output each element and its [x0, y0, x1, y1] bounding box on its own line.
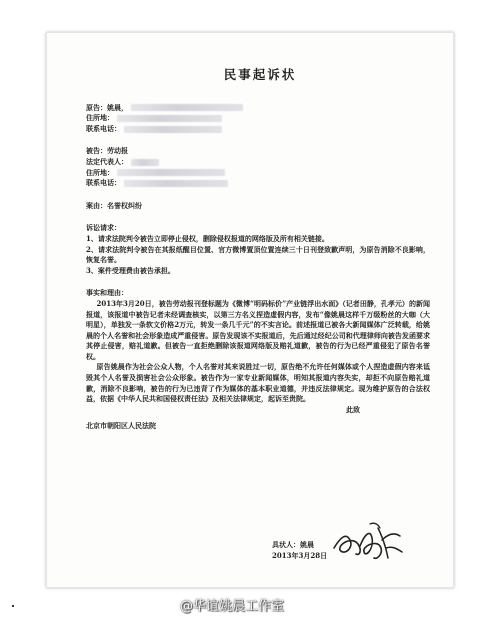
stray-dot: [12, 605, 14, 607]
defendant-rep-row: [86, 157, 430, 168]
redacted-plaintiff-phone: [124, 126, 222, 133]
redacted-defendant-address: [117, 169, 225, 176]
signature-date: 2013年3月28日: [272, 550, 328, 560]
redacted-defendant-phone: [124, 180, 228, 187]
facts-heading: 事实和理由：: [86, 288, 128, 298]
plaintiff-phone-row: [86, 124, 430, 135]
defendant-address-row: [86, 168, 430, 179]
signatory: 具状人：姚晨: [272, 540, 314, 549]
court-name: 北京市朝阳区人民法院: [86, 421, 156, 431]
claim-item: 1、请求法院判令被告立即停止侵权，删除侵权报道的网络版及所有相关链接。: [86, 233, 329, 243]
defendant-name-label: 被告：劳动报: [86, 146, 128, 156]
facts-section: [86, 288, 430, 415]
source-watermark: @华谊姚晨工作室: [180, 599, 285, 614]
claim-item: 3、案件受理费由被告承担。: [86, 265, 175, 275]
defendant-phone-row: [86, 178, 430, 189]
claims-heading: 诉讼请求：: [86, 223, 121, 233]
handwritten-signature: [330, 518, 405, 568]
claims-section: [86, 223, 430, 276]
redacted-plaintiff-id: [131, 104, 243, 111]
facts-paragraph: 2013年3月20日，被告劳动报刊登标题为《微博“明码标价”产业链浮出水面》（记者田静，孔孝元）的新闻报道，该报道中被告记者未经调查核实，以第三方名义捏造虚假内容，发布“像姚晨这样千万级粉丝的大咖（大明星），单独发一条软文价格2万元，转发一条几千元”的不实言论。前述报道已被各大新闻媒体广泛转载，给姚晨的个人名誉和社会形象造成严重侵害。原告发现该不实报道后，先后通过经纪公司和代理律师向被告发函要求其停止侵害，赔礼道歉。但被告一直拒绝删除该报道网络版及赔礼道歉，被告的行为已经严重侵犯了原告名誉权。: [86, 298, 430, 361]
document-title: 民事起诉状: [223, 67, 297, 82]
defendant-name-row: [86, 146, 430, 157]
plaintiff-name-row: [86, 103, 430, 114]
facts-paragraph: 原告姚晨作为社会公众人物，个人名誉对其来说胜过一切，原告绝不允许任何媒体或个人捏造虚假内容来诋毁其个人名誉及损害社会公众形象。被告作为一家专业新闻媒体，明知其报道内容失实，却拒不向原告赔礼道歉，消除不良影响，被告的行为已违背了作为媒体的基本职业道德，并违反法律规定。现为维护原告的合法权益，依据《中华人民共和国侵权责任法》及相关法律规定，起诉至贵院。: [86, 362, 430, 404]
plaintiff-section: [86, 103, 430, 135]
plaintiff-address-row: [86, 113, 430, 124]
plaintiff-name-label: 原告：姚晨，: [86, 102, 128, 112]
case-cause-text: 案由：名誉权纠纷: [86, 200, 142, 210]
defendant-address-label: 住所地：: [86, 167, 114, 177]
defendant-section: [86, 146, 430, 188]
defendant-phone-label: 联系电话：: [86, 178, 121, 188]
plaintiff-phone-label: 联系电话：: [86, 123, 121, 133]
document-content: [86, 67, 430, 432]
case-cause: [86, 201, 430, 212]
signature-block: [272, 540, 327, 561]
redacted-defendant-rep: [131, 159, 159, 166]
redacted-plaintiff-address: [117, 115, 222, 122]
closing-salutation: 此致: [346, 404, 360, 414]
defendant-rep-label: 法定代表人：: [86, 156, 128, 166]
plaintiff-address-label: 住所地：: [86, 113, 114, 123]
claim-item: 2、请求法院判令被告在其报纸醒目位置、官方微博置顶位置连续三十日刊登致歉声明，为原告消除不良影响，恢复名誉。: [86, 244, 430, 265]
